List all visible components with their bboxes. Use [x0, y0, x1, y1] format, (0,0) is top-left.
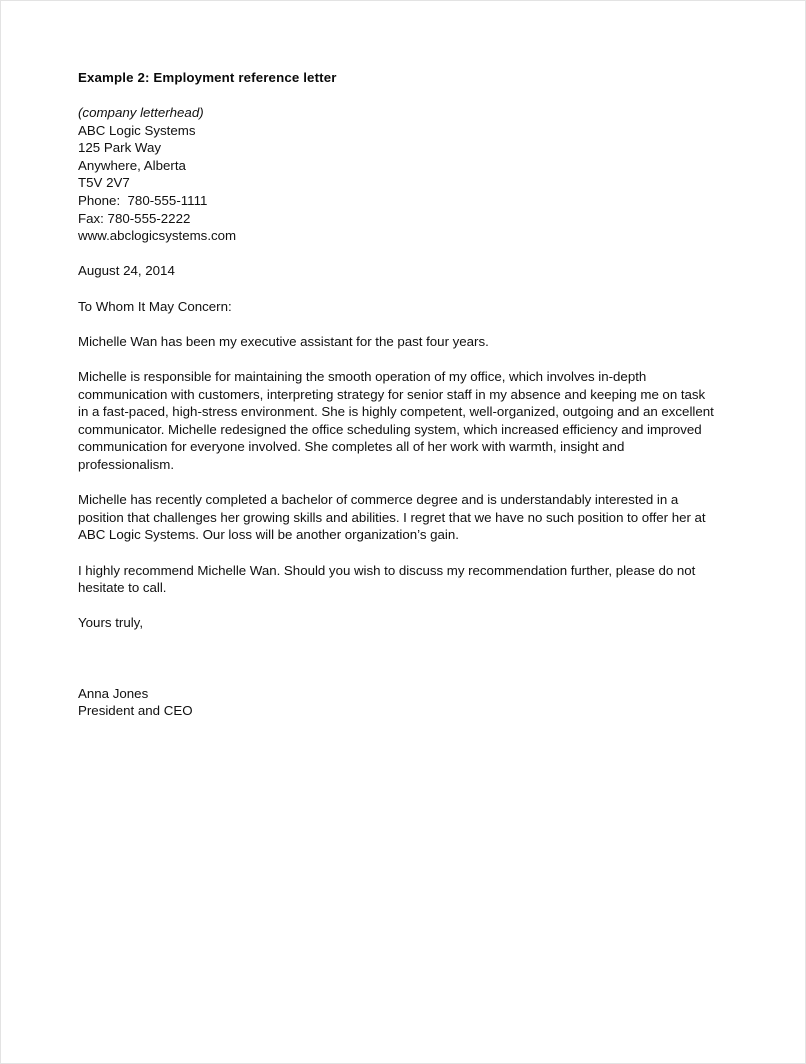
letterhead-line-street: 125 Park Way — [78, 140, 162, 156]
company-letterhead-block — [78, 104, 718, 245]
letterhead-line-company-name: ABC Logic Systems — [78, 122, 196, 138]
spacer-before-date — [78, 245, 718, 263]
salutation: To Whom It May Concern: — [78, 298, 232, 314]
letterhead-line-city-province: Anywhere, Alberta — [78, 157, 186, 173]
signature-title: President and CEO — [78, 703, 193, 719]
signature-space — [78, 632, 718, 685]
page-title: Example 2: Employment reference letter — [78, 70, 337, 85]
letterhead-line-website: www.abclogicsystems.com — [78, 228, 237, 244]
spacer-before-paragraph-3 — [78, 474, 718, 492]
spacer-before-paragraph-2 — [78, 350, 718, 368]
closing-salutation: Yours truly, — [78, 615, 144, 631]
letter-body — [78, 69, 718, 720]
body-paragraph-3: Michelle has recently completed a bachelor of commerce degree and is understandably interested in a position that challenges her growing skills and abilities. I regret that we have no such position to offer her at ABC Logic Systems. Our loss will be another organization’s gain. — [78, 492, 706, 543]
spacer-after-heading — [78, 87, 718, 105]
letterhead-line-fax: Fax: 780-555-2222 — [78, 210, 191, 226]
spacer-before-paragraph-4 — [78, 544, 718, 562]
signature-name: Anna Jones — [78, 685, 149, 701]
body-paragraph-4: I highly recommend Michelle Wan. Should you wish to discuss my recommendation further, please do not hesitate to call. — [78, 562, 696, 596]
spacer-before-salutation — [78, 280, 718, 298]
body-paragraph-2: Michelle is responsible for maintaining the smooth operation of my office, which involves in-depth communication with customers, interpreting strategy for senior staff in my absence and keeping me on task in a fast-paced, high-stress environment. She is highly competent, well-organized, outgoing and an excellent communicator. Michelle redesigned the office scheduling system, which increased efficiency and improved communication for everyone involved. She completes all of her work with warmth, insight and professionalism. — [78, 369, 714, 472]
spacer-before-paragraph-1 — [78, 315, 718, 333]
letterhead-line-placeholder: (company letterhead) — [78, 105, 204, 121]
letter-date: August 24, 2014 — [78, 263, 175, 279]
body-paragraph-1: Michelle Wan has been my executive assistant for the past four years. — [78, 333, 489, 349]
letterhead-line-postal-code: T5V 2V7 — [78, 175, 130, 191]
spacer-before-closing — [78, 597, 718, 615]
letterhead-line-phone: Phone: 780-555-1111 — [78, 193, 208, 209]
